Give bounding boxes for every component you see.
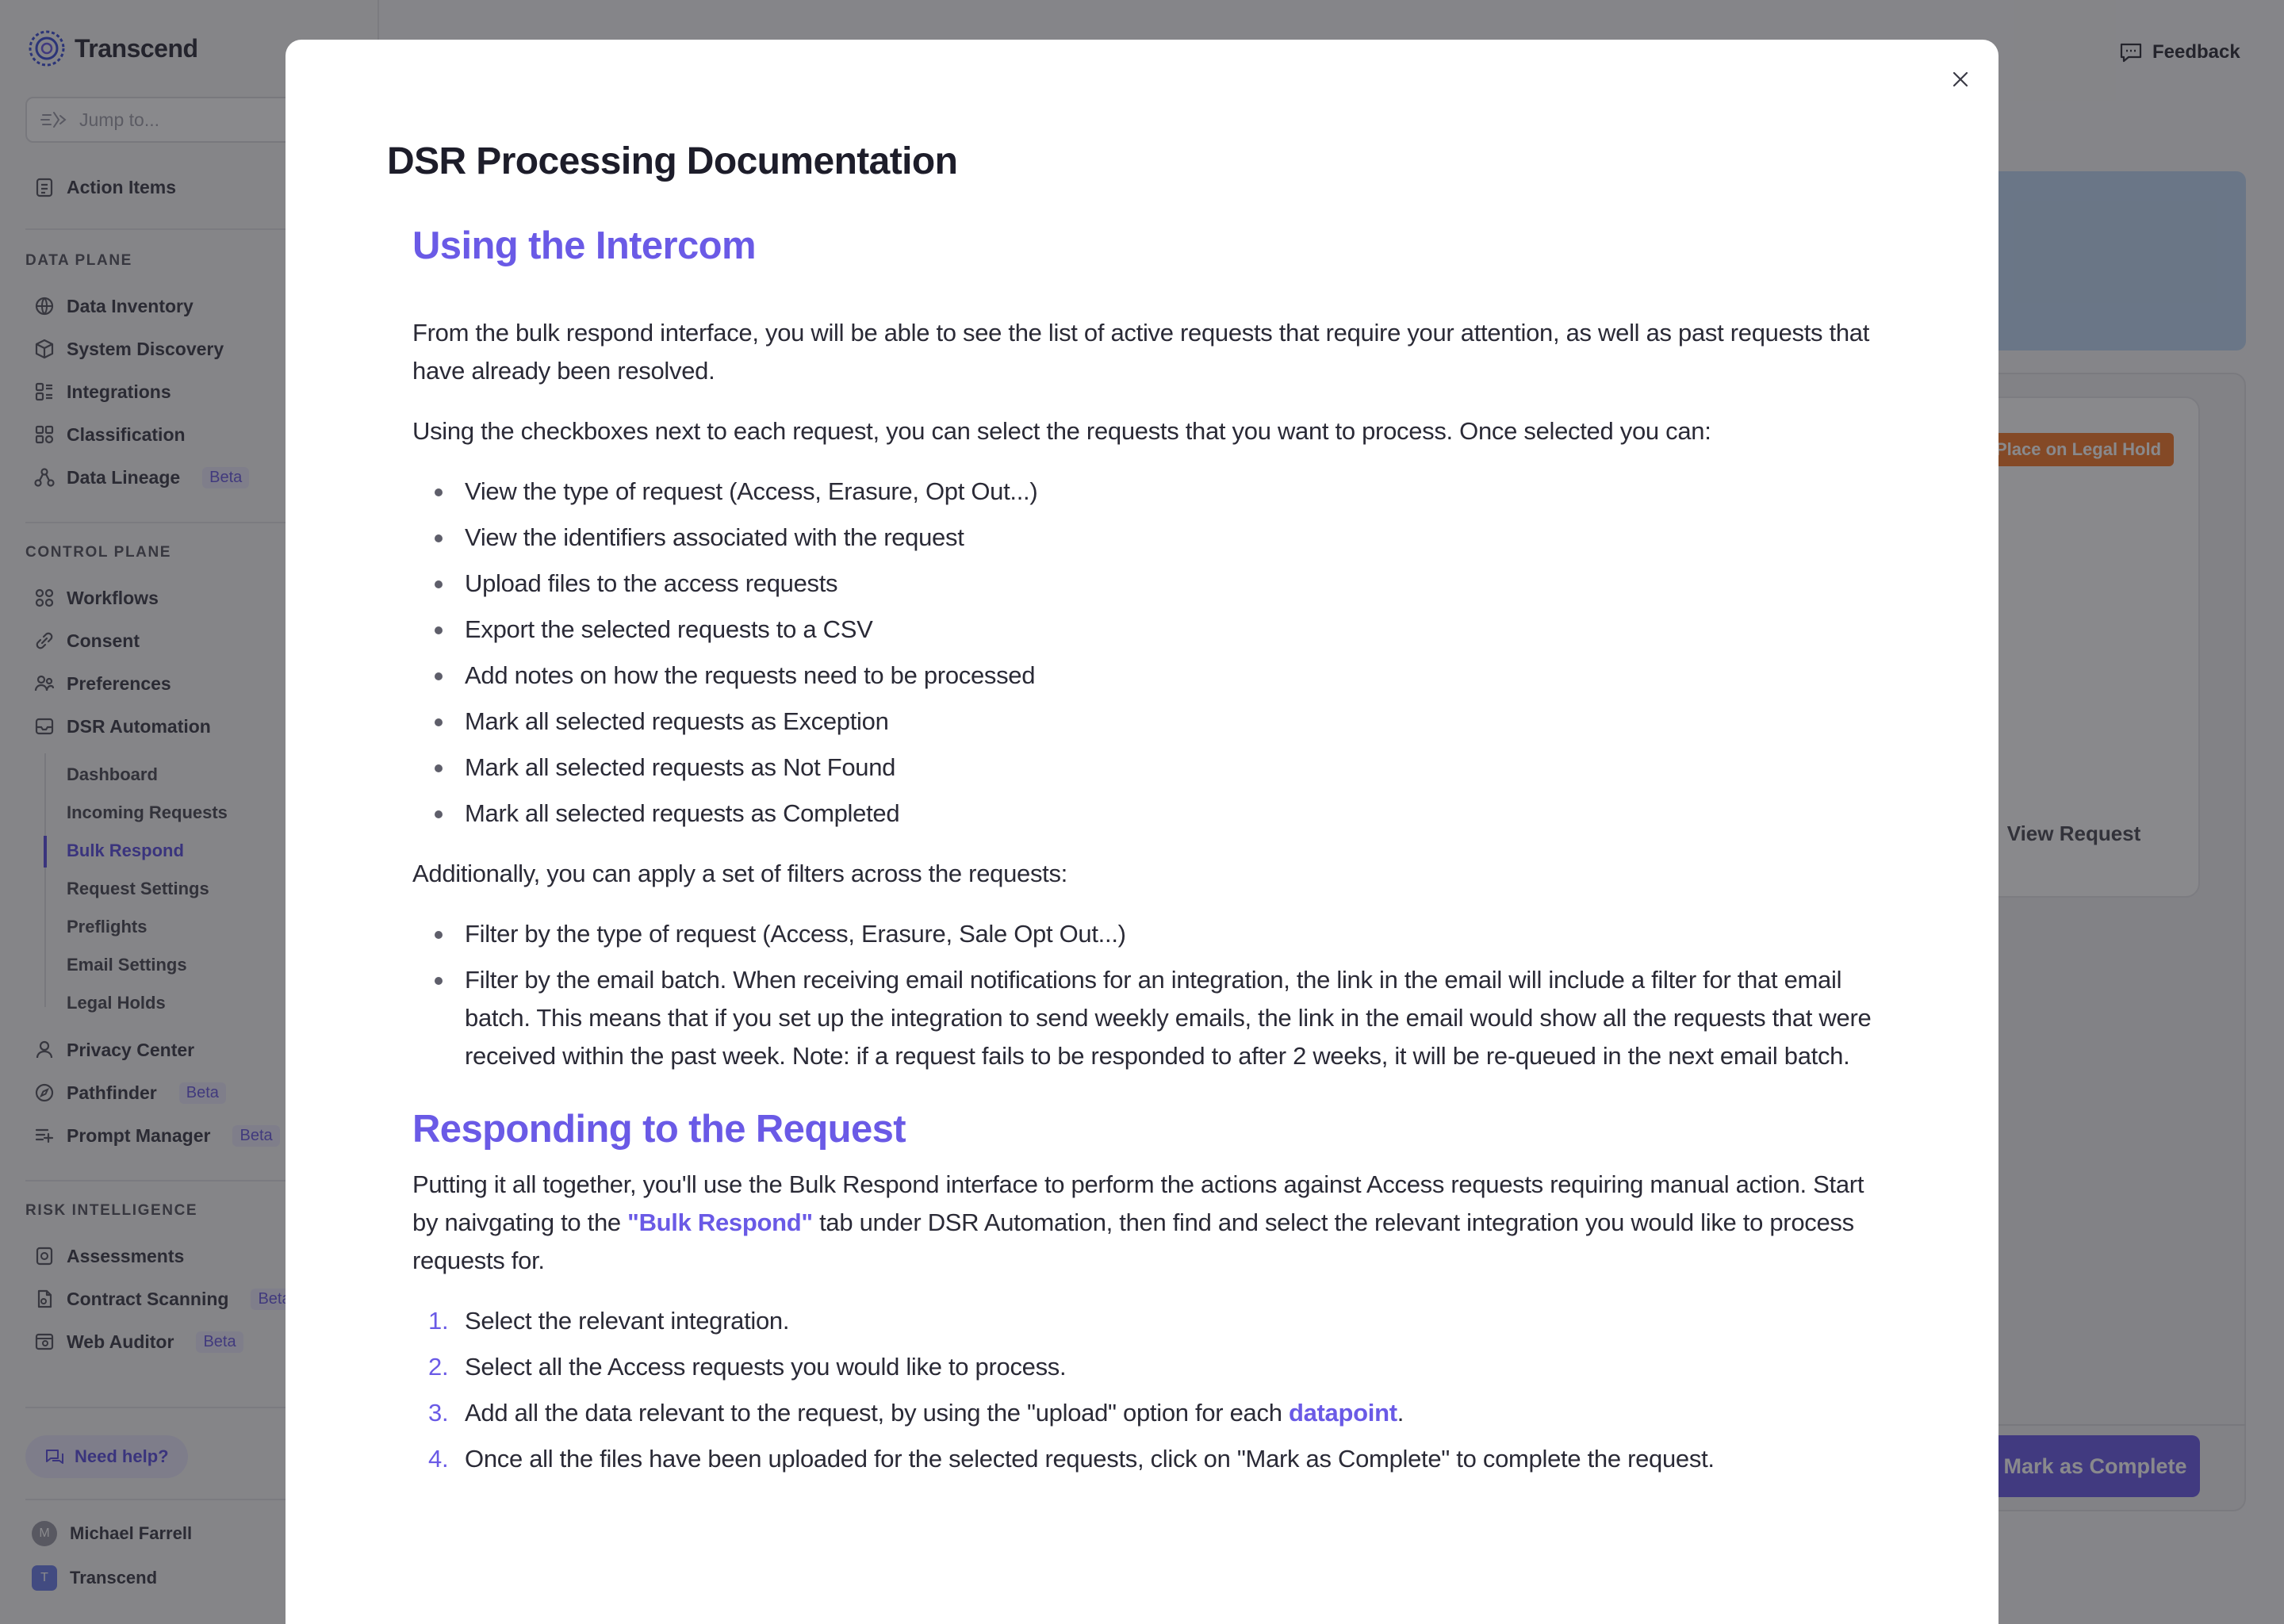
modal-title: DSR Processing Documentation xyxy=(387,140,958,182)
paragraph: Additionally, you can apply a set of filters across the requests: xyxy=(412,860,1067,887)
list-item: Mark all selected requests as Exception xyxy=(412,703,1872,741)
close-icon xyxy=(1952,71,1969,88)
section-heading-responding: Responding to the Request xyxy=(412,1108,906,1151)
paragraph: Using the checkboxes next to each request, you can select the requests that you want to process. Once selected you can: xyxy=(412,417,1711,445)
list-item: Export the selected requests to a CSV xyxy=(412,611,1872,649)
list-item: View the type of request (Access, Erasure, Opt Out...) xyxy=(412,473,1872,511)
capabilities-list xyxy=(412,473,1872,833)
step-number: 1. xyxy=(428,1307,449,1335)
step-text: Add all the data relevant to the request, by using the "upload" option for each xyxy=(465,1399,1289,1427)
text: tab under DSR Automation, then find and select the relevant integration you would like to process requests for. xyxy=(412,1208,1854,1274)
list-item: Filter by the type of request (Access, Erasure, Sale Opt Out...) xyxy=(412,915,1872,953)
section-heading-intercom: Using the Intercom xyxy=(412,224,756,267)
step-text: Select the relevant integration. xyxy=(465,1307,790,1335)
bulk-respond-link[interactable]: "Bulk Respond" xyxy=(627,1208,813,1236)
text: Putting it all together, you'll use the Bulk Respond interface to perform the actions against Access requests requiring manual action. Start by naivgating to the xyxy=(412,1170,1864,1236)
step-text: Select all the Access requests you would like to process. xyxy=(465,1353,1067,1381)
list-item: Mark all selected requests as Completed xyxy=(412,795,1872,833)
paragraph: From the bulk respond interface, you will be able to see the list of active requests that require your attention, as well as past requests that have already been resolved. xyxy=(412,319,1870,385)
close-modal-button[interactable] xyxy=(1943,62,1978,97)
list-item: Filter by the email batch. When receiving email notifications for an integration, the link in the email will include a filter for that email batch. This means that if you set up the integration to send weekly emails, the link in the email would show all the requests that were received within the past week. Note: if a request fails to be responded to after 2 weeks, it will be re-queued in the next email batch. xyxy=(412,961,1872,1075)
step-item xyxy=(412,1394,1872,1432)
step-number: 4. xyxy=(428,1445,449,1473)
documentation-content xyxy=(412,214,1872,1486)
steps-list xyxy=(412,1302,1872,1478)
step-text: Once all the files have been uploaded for the selected requests, click on "Mark as Complete" to complete the request. xyxy=(465,1445,1715,1473)
step-number: 3. xyxy=(428,1399,449,1427)
list-item: View the identifiers associated with the request xyxy=(412,519,1872,557)
paragraph xyxy=(412,1166,1872,1280)
step-item xyxy=(412,1302,1872,1340)
datapoint-link[interactable]: datapoint xyxy=(1288,1399,1397,1427)
list-item: Mark all selected requests as Not Found xyxy=(412,749,1872,787)
step-number: 2. xyxy=(428,1353,449,1381)
list-item: Add notes on how the requests need to be processed xyxy=(412,657,1872,695)
list-item: Upload files to the access requests xyxy=(412,565,1872,603)
step-item xyxy=(412,1348,1872,1386)
filters-list xyxy=(412,915,1872,1075)
step-item xyxy=(412,1440,1872,1478)
step-text: . xyxy=(1397,1399,1405,1427)
